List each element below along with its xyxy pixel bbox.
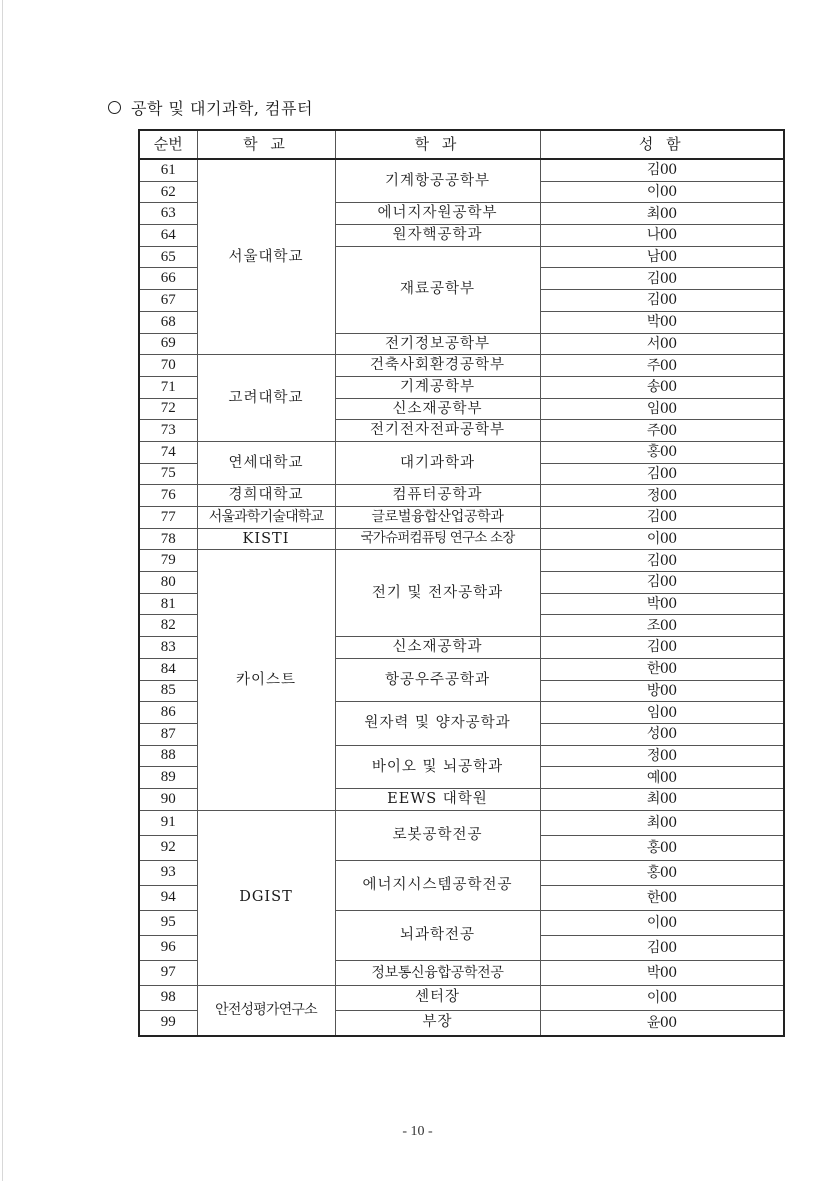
person-name: 이00 — [540, 910, 784, 935]
header-school: 학 교 — [197, 130, 335, 159]
dept-cell: 에너지자원공학부 — [335, 203, 540, 225]
person-name: 성00 — [540, 723, 784, 745]
row-number: 95 — [139, 910, 197, 935]
row-number: 87 — [139, 723, 197, 745]
person-name: 한00 — [540, 885, 784, 910]
person-name: 송00 — [540, 376, 784, 398]
row-number: 67 — [139, 290, 197, 312]
table-row — [139, 441, 784, 463]
dept-cell: 국가슈퍼컴퓨팅 연구소 소장 — [335, 528, 540, 550]
person-name: 최00 — [540, 203, 784, 225]
dept-cell: 기계항공공학부 — [335, 159, 540, 203]
dept-cell: 재료공학부 — [335, 246, 540, 333]
row-number: 89 — [139, 767, 197, 789]
person-name: 박00 — [540, 593, 784, 615]
row-number: 65 — [139, 246, 197, 268]
row-number: 90 — [139, 788, 197, 810]
dept-cell: 에너지시스템공학전공 — [335, 860, 540, 910]
table-row — [139, 355, 784, 377]
row-number: 64 — [139, 225, 197, 247]
row-number: 81 — [139, 593, 197, 615]
table-header-row — [139, 130, 784, 159]
dept-cell: 부장 — [335, 1010, 540, 1036]
row-number: 69 — [139, 333, 197, 355]
person-name: 이00 — [540, 985, 784, 1010]
row-number: 62 — [139, 181, 197, 203]
person-name: 홍00 — [540, 860, 784, 885]
person-name: 조00 — [540, 615, 784, 637]
row-number: 85 — [139, 680, 197, 702]
person-name: 임00 — [540, 398, 784, 420]
school-cell: 서울대학교 — [197, 159, 335, 355]
row-number: 61 — [139, 159, 197, 181]
dept-cell: 항공우주공학과 — [335, 658, 540, 701]
page-number: - 10 - — [402, 1124, 433, 1139]
dept-cell: 건축사회환경공학부 — [335, 355, 540, 377]
dept-cell: 센터장 — [335, 985, 540, 1010]
dept-cell: EEWS 대학원 — [335, 788, 540, 810]
row-number: 91 — [139, 810, 197, 835]
table-row — [139, 985, 784, 1010]
row-number: 74 — [139, 441, 197, 463]
school-cell: 서울과학기술대학교 — [197, 507, 335, 529]
table-row — [139, 159, 784, 181]
person-name: 남00 — [540, 246, 784, 268]
person-name: 정00 — [540, 745, 784, 767]
header-no: 순번 — [139, 130, 197, 159]
school-cell: 연세대학교 — [197, 441, 335, 484]
person-name: 박00 — [540, 960, 784, 985]
school-cell: KISTI — [197, 528, 335, 550]
table-row — [139, 810, 784, 835]
table-row — [139, 528, 784, 550]
school-cell: 카이스트 — [197, 550, 335, 810]
dept-cell: 뇌과학전공 — [335, 910, 540, 960]
person-name: 김00 — [540, 463, 784, 485]
person-name: 최00 — [540, 810, 784, 835]
row-number: 82 — [139, 615, 197, 637]
row-number: 86 — [139, 702, 197, 724]
person-name: 김00 — [540, 268, 784, 290]
person-name: 주00 — [540, 420, 784, 442]
roster-table — [138, 129, 785, 1037]
person-name: 김00 — [540, 935, 784, 960]
person-name: 이00 — [540, 528, 784, 550]
row-number: 84 — [139, 658, 197, 680]
person-name: 방00 — [540, 680, 784, 702]
table-row — [139, 550, 784, 572]
row-number: 63 — [139, 203, 197, 225]
dept-cell: 바이오 및 뇌공학과 — [335, 745, 540, 788]
person-name: 한00 — [540, 658, 784, 680]
dept-cell: 전기 및 전자공학과 — [335, 550, 540, 637]
dept-cell: 대기과학과 — [335, 441, 540, 484]
person-name: 김00 — [540, 637, 784, 659]
person-name: 박00 — [540, 311, 784, 333]
person-name: 김00 — [540, 550, 784, 572]
dept-cell: 신소재공학부 — [335, 398, 540, 420]
person-name: 홍00 — [540, 441, 784, 463]
person-name: 예00 — [540, 767, 784, 789]
person-name: 나00 — [540, 225, 784, 247]
person-name: 이00 — [540, 181, 784, 203]
header-dept: 학 과 — [335, 130, 540, 159]
row-number: 92 — [139, 835, 197, 860]
row-number: 83 — [139, 637, 197, 659]
person-name: 정00 — [540, 485, 784, 507]
table-row — [139, 507, 784, 529]
person-name: 김00 — [540, 572, 784, 594]
row-number: 80 — [139, 572, 197, 594]
dept-cell: 컴퓨터공학과 — [335, 485, 540, 507]
row-number: 66 — [139, 268, 197, 290]
dept-cell: 원자력 및 양자공학과 — [335, 702, 540, 745]
row-number: 77 — [139, 507, 197, 529]
row-number: 98 — [139, 985, 197, 1010]
school-cell: DGIST — [197, 810, 335, 985]
person-name: 최00 — [540, 788, 784, 810]
row-number: 70 — [139, 355, 197, 377]
dept-cell: 글로벌융합산업공학과 — [335, 507, 540, 529]
row-number: 94 — [139, 885, 197, 910]
table-row — [139, 485, 784, 507]
school-cell: 경희대학교 — [197, 485, 335, 507]
circle-bullet-icon — [108, 101, 121, 114]
row-number: 75 — [139, 463, 197, 485]
dept-cell: 정보통신융합공학전공 — [335, 960, 540, 985]
section-heading — [108, 96, 313, 119]
person-name: 서00 — [540, 333, 784, 355]
row-number: 93 — [139, 860, 197, 885]
section-heading-text: 공학 및 대기과학, 컴퓨터 — [131, 99, 313, 118]
row-number: 99 — [139, 1010, 197, 1036]
dept-cell: 로봇공학전공 — [335, 810, 540, 860]
row-number: 72 — [139, 398, 197, 420]
school-cell: 고려대학교 — [197, 355, 335, 442]
page-edge — [2, 0, 3, 1181]
row-number: 79 — [139, 550, 197, 572]
dept-cell: 전기정보공학부 — [335, 333, 540, 355]
header-name: 성 함 — [540, 130, 784, 159]
dept-cell: 원자핵공학과 — [335, 225, 540, 247]
person-name: 김00 — [540, 159, 784, 181]
row-number: 97 — [139, 960, 197, 985]
dept-cell: 기계공학부 — [335, 376, 540, 398]
row-number: 76 — [139, 485, 197, 507]
dept-cell: 전기전자전파공학부 — [335, 420, 540, 442]
row-number: 71 — [139, 376, 197, 398]
row-number: 96 — [139, 935, 197, 960]
row-number: 68 — [139, 311, 197, 333]
person-name: 주00 — [540, 355, 784, 377]
school-cell: 안전성평가연구소 — [197, 985, 335, 1036]
row-number: 78 — [139, 528, 197, 550]
row-number: 73 — [139, 420, 197, 442]
person-name: 김00 — [540, 290, 784, 312]
row-number: 88 — [139, 745, 197, 767]
person-name: 임00 — [540, 702, 784, 724]
person-name: 윤00 — [540, 1010, 784, 1036]
person-name: 홍00 — [540, 835, 784, 860]
dept-cell: 신소재공학과 — [335, 637, 540, 659]
person-name: 김00 — [540, 507, 784, 529]
